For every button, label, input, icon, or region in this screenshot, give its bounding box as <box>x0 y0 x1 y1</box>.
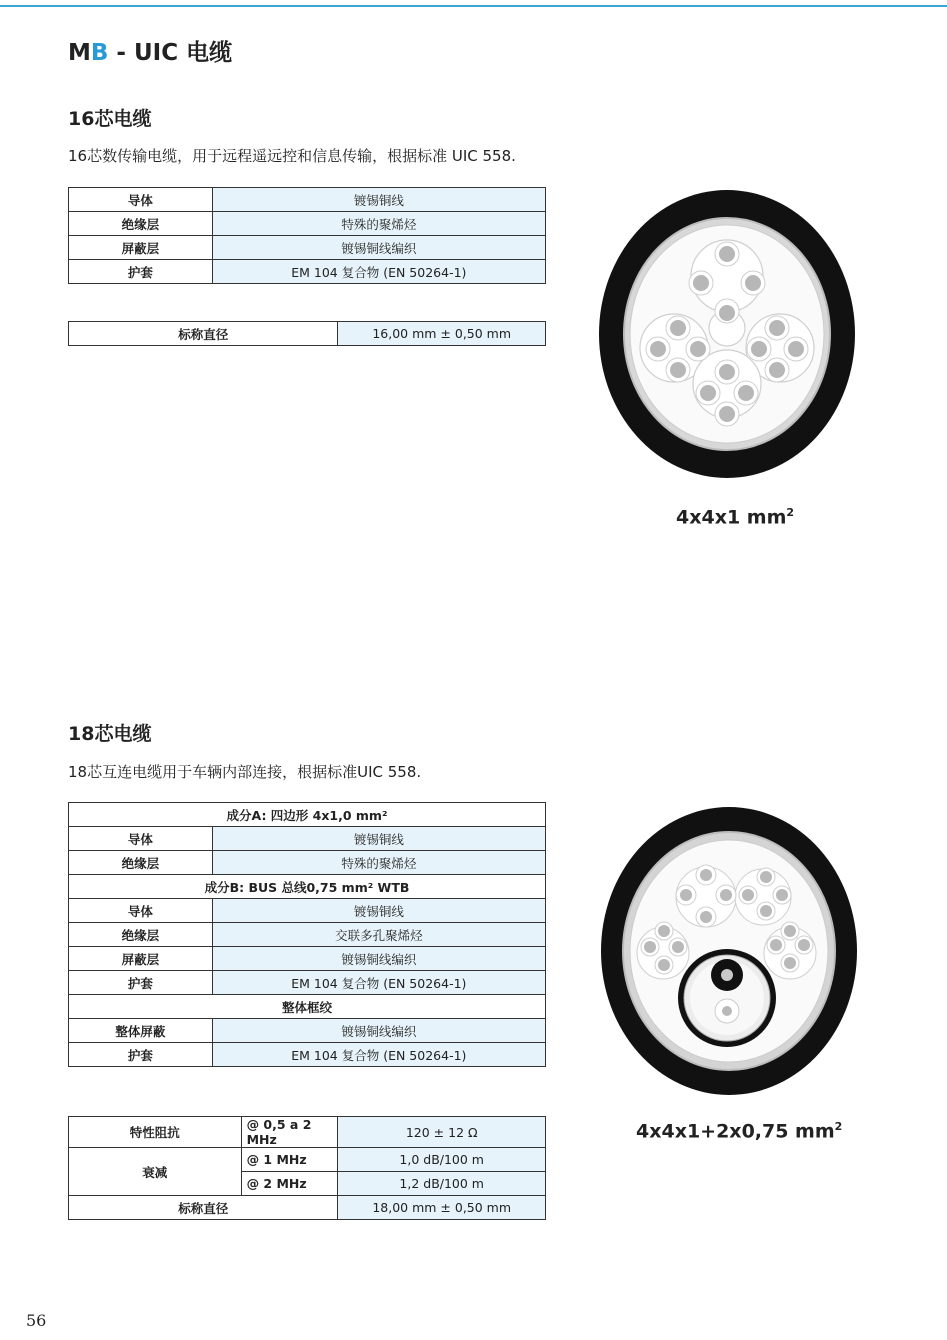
attenuation-label: 衰减 <box>69 1148 242 1196</box>
row-label: 导体 <box>69 827 213 851</box>
attenuation-1mhz-value: 1,0 dB/100 m <box>338 1148 546 1172</box>
table-row <box>69 947 546 971</box>
row-value: 镀锡铜线 <box>212 827 545 851</box>
table-row <box>69 1019 546 1043</box>
table-row <box>69 803 546 827</box>
row-label: 绝缘层 <box>69 212 213 236</box>
row-value: 镀锡铜线编织 <box>212 236 545 260</box>
diameter-value: 16,00 mm ± 0,50 mm <box>338 322 546 346</box>
diameter-label: 标称直径 <box>69 322 338 346</box>
page-title <box>68 34 232 67</box>
row-value: EM 104 复合物 (EN 50264-1) <box>212 260 545 284</box>
section2-title: 18芯电缆 <box>68 723 152 745</box>
attenuation-2mhz-value: 1,2 dB/100 m <box>338 1172 546 1196</box>
row-value: 特殊的聚烯烃 <box>212 212 545 236</box>
row-value: 镀锡铜线 <box>212 899 545 923</box>
caption-main: 4x4x1+2x0,75 mm <box>636 1120 835 1143</box>
attenuation-2mhz-condition: @ 2 MHz <box>241 1172 338 1196</box>
table-row <box>69 1117 546 1148</box>
row-label: 屏蔽层 <box>69 236 213 260</box>
section1-spec-table <box>68 187 546 284</box>
table-row <box>69 923 546 947</box>
title-accent: B <box>90 40 109 66</box>
diameter-label: 标称直径 <box>69 1196 338 1220</box>
page-number: 56 <box>26 1311 47 1330</box>
section2-cable-caption <box>636 1120 842 1142</box>
row-label: 绝缘层 <box>69 923 213 947</box>
section2-description: 18芯互连电缆用于车辆内部连接，根据标准UIC 558. <box>68 763 422 781</box>
table-row <box>69 236 546 260</box>
section1-title: 16芯电缆 <box>68 108 152 130</box>
row-label: 绝缘层 <box>69 851 213 875</box>
group-a-heading: 成分A: 四边形 4x1,0 mm² <box>69 803 546 827</box>
cable-18-core-cross-section-icon <box>598 805 860 1097</box>
attenuation-1mhz-condition: @ 1 MHz <box>241 1148 338 1172</box>
row-label: 整体屏蔽 <box>69 1019 213 1043</box>
table-row <box>69 260 546 284</box>
row-label: 导体 <box>69 188 213 212</box>
table-row <box>69 875 546 899</box>
row-label: 护套 <box>69 260 213 284</box>
table-row <box>69 1148 546 1172</box>
row-value: 交联多孔聚烯烃 <box>212 923 545 947</box>
table-row <box>69 1196 546 1220</box>
row-value: EM 104 复合物 (EN 50264-1) <box>212 1043 545 1067</box>
row-label: 屏蔽层 <box>69 947 213 971</box>
section1-description: 16芯数传输电缆，用于远程遥远控和信息传输，根据标准 UIC 558. <box>68 147 516 165</box>
table-row <box>69 1043 546 1067</box>
impedance-value: 120 ± 12 Ω <box>338 1117 546 1148</box>
section1-diameter-table <box>68 321 546 346</box>
table-row <box>69 827 546 851</box>
row-value: 镀锡铜线编织 <box>212 1019 545 1043</box>
row-label: 护套 <box>69 971 213 995</box>
table-row <box>69 322 546 346</box>
title-prefix: M <box>68 40 91 66</box>
table-row <box>69 971 546 995</box>
table-row <box>69 851 546 875</box>
section1-cable-caption <box>676 506 794 528</box>
group-b-heading: 成分B: BUS 总线0,75 mm² WTB <box>69 875 546 899</box>
group-c-heading: 整体框绞 <box>69 995 546 1019</box>
section2-electrical-table <box>68 1116 546 1220</box>
row-value: 特殊的聚烯烃 <box>212 851 545 875</box>
row-value: EM 104 复合物 (EN 50264-1) <box>212 971 545 995</box>
title-rest: - UIC 电缆 <box>108 40 233 66</box>
table-row <box>69 212 546 236</box>
table-row <box>69 995 546 1019</box>
table-row <box>69 188 546 212</box>
row-label: 导体 <box>69 899 213 923</box>
table-row <box>69 899 546 923</box>
impedance-condition: @ 0,5 a 2 MHz <box>241 1117 338 1148</box>
impedance-label: 特性阻抗 <box>69 1117 242 1148</box>
caption-sup: 2 <box>786 506 795 519</box>
row-label: 护套 <box>69 1043 213 1067</box>
diameter-value: 18,00 mm ± 0,50 mm <box>338 1196 546 1220</box>
section2-spec-table <box>68 802 546 1067</box>
row-value: 镀锡铜线 <box>212 188 545 212</box>
caption-sup: 2 <box>834 1120 843 1133</box>
row-value: 镀锡铜线编织 <box>212 947 545 971</box>
caption-main: 4x4x1 mm <box>676 506 787 529</box>
top-rule <box>0 5 947 7</box>
cable-16-core-cross-section-icon <box>596 188 858 480</box>
